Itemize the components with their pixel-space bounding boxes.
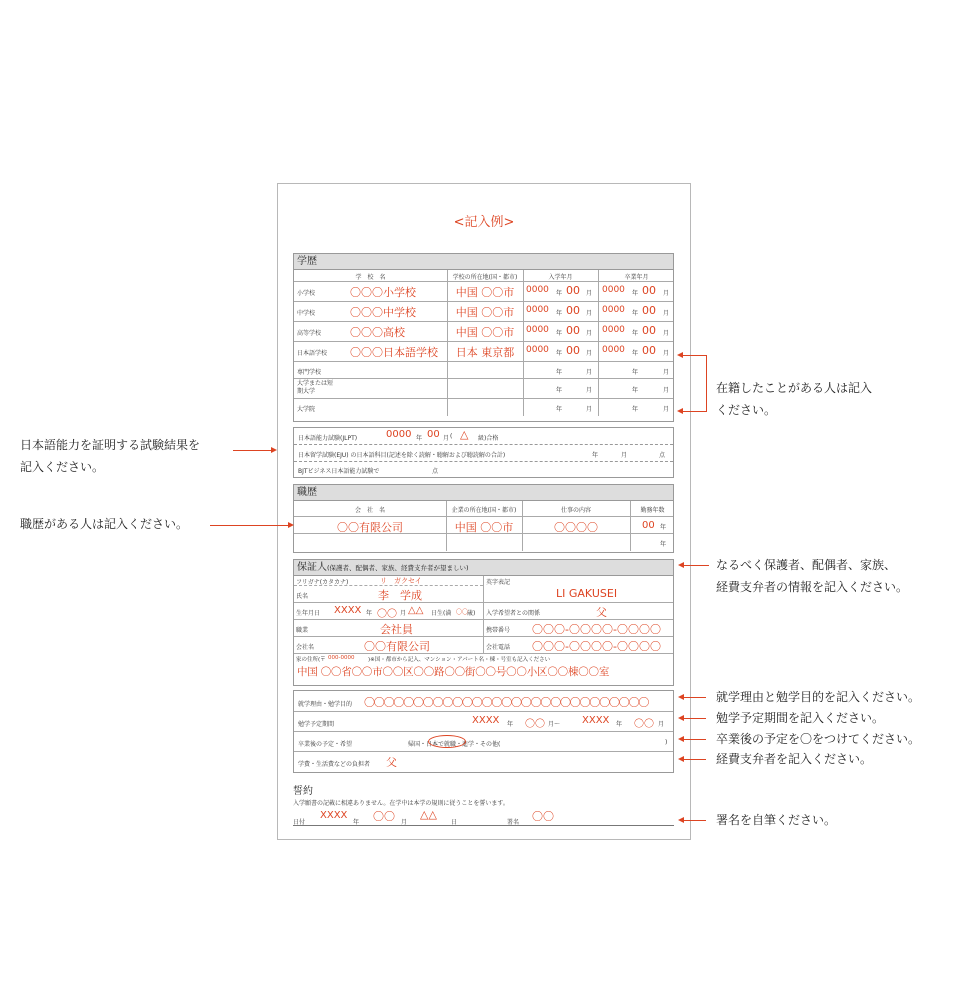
grad-nen: 年	[632, 330, 639, 337]
period-start-year: XXXX	[472, 715, 500, 726]
period-tsuki: 月	[658, 721, 665, 728]
period-row	[294, 712, 673, 732]
note-education-line2: ください。	[716, 403, 777, 417]
entry-year: 0000	[526, 305, 549, 315]
purpose-row	[294, 691, 673, 712]
entry-year: 0000	[526, 285, 549, 295]
eju-year: 年	[592, 452, 599, 459]
col-grad: 卒業年月	[624, 274, 649, 281]
language-test-section	[293, 427, 674, 478]
purpose-section	[293, 690, 674, 773]
school-name: 〇〇〇高校	[350, 326, 405, 339]
job-value: 会社員	[380, 623, 413, 636]
school-type: 高等学校	[297, 330, 322, 337]
jlpt-label: 日本語能力試験(JLPT)	[298, 435, 358, 442]
arrow-period	[684, 718, 706, 719]
date-nichi: 日	[451, 819, 458, 826]
period-nen-1: 年	[507, 721, 514, 728]
furigana-label: フリガナ(カタカナ)	[296, 579, 349, 586]
education-header: 学歴	[294, 254, 673, 270]
relation-label: 入学希望者との関係	[486, 610, 541, 617]
entry-nen: 年	[556, 350, 563, 357]
company-label: 会社名	[296, 644, 315, 651]
guarantor-note: (保護者、配偶者、家族、経費支弁者が望ましい)	[327, 564, 469, 572]
entry-tsuki: 月	[586, 406, 593, 413]
oath-text: 入学願書の記載に相違ありません。在学中は本学の規則に従うことを誓います。	[293, 800, 509, 807]
sign-value: 〇〇	[532, 810, 554, 823]
school-name: 〇〇〇日本語学校	[350, 346, 438, 359]
dob-day: △△	[408, 605, 424, 616]
arrow-guarantor	[684, 565, 709, 566]
grad-tsuki: 月	[663, 310, 670, 317]
date-month: 〇〇	[373, 810, 395, 823]
guarantor-title: 保証人	[297, 562, 327, 573]
grad-nen: 年	[632, 350, 639, 357]
guarantor-address-row	[294, 654, 673, 684]
mobile-label: 携帯番号	[486, 627, 511, 634]
period-nen-2: 年	[616, 721, 623, 728]
purpose-label: 就学理由・勉学目的	[298, 701, 353, 708]
school-name: 〇〇〇小学校	[350, 286, 416, 299]
note-signature: 署名を自筆ください。	[716, 813, 837, 827]
payer-label: 学費・生活費などの負担者	[298, 761, 371, 768]
furigana-value: リ ガクセイ	[380, 577, 422, 585]
entry-tsuki: 月	[586, 387, 593, 394]
school-location: 中国 〇〇市	[455, 306, 515, 319]
company-tel-label: 会社電話	[486, 644, 511, 651]
dob-year: XXXX	[334, 605, 362, 616]
after-options: 帰国・日本で就職・進学・その他(	[408, 741, 501, 748]
entry-tsuki: 月	[586, 330, 593, 337]
note-period: 勉学予定期間を記入ください。	[716, 711, 885, 725]
col-co-location: 企業の所在地(国・都市)	[451, 507, 517, 514]
education-col-headers	[294, 270, 673, 282]
bjt-row	[294, 462, 673, 477]
education-row	[294, 302, 673, 322]
education-row	[294, 282, 673, 302]
work-company: 〇〇有限公司	[337, 521, 403, 534]
grad-nen: 年	[632, 406, 639, 413]
arrow-purpose	[684, 697, 706, 698]
period-end-month: 〇〇	[634, 719, 654, 730]
col-years: 勤務年数	[640, 507, 665, 514]
bjt-pt: 点	[432, 468, 439, 475]
jlpt-paren: (	[450, 433, 453, 440]
note-language-test	[20, 434, 200, 478]
grad-tsuki: 月	[663, 387, 670, 394]
education-row	[294, 399, 673, 416]
application-form-sample	[277, 183, 691, 840]
entry-tsuki: 月	[586, 350, 593, 357]
jlpt-month: 00	[427, 429, 440, 440]
work-nen-2: 年	[660, 541, 667, 548]
note-work: 職歴がある人は記入ください。	[20, 517, 189, 531]
grad-nen: 年	[632, 369, 639, 376]
eju-label: 日本留学試験(EJU) の日本語科目(記述を除く読解・聴解および聴読解の合計)	[298, 452, 506, 459]
arrow-payer	[684, 759, 706, 760]
relation-value: 父	[596, 606, 607, 619]
dob-tsuki: 月	[400, 610, 407, 617]
eng-value: LI GAKUSEI	[556, 587, 618, 600]
jlpt-pass: 級)合格	[478, 435, 499, 442]
school-name: 〇〇〇中学校	[350, 306, 416, 319]
dob-sai: 歳)	[467, 610, 476, 617]
jlpt-year: 0000	[386, 429, 412, 440]
work-nen: 年	[660, 524, 667, 531]
period-from: 月〜	[548, 721, 561, 728]
col-location: 学校の所在地(国・都市)	[452, 274, 518, 281]
guarantor-section	[293, 559, 674, 686]
entry-nen: 年	[556, 290, 563, 297]
grad-month: 00	[642, 304, 656, 317]
note-guarantor-line2: 経費支弁者の情報を記入ください。	[716, 580, 909, 594]
note-education-line1: 在籍したことがある人は記入	[716, 381, 873, 395]
grad-nen: 年	[632, 290, 639, 297]
education-row	[294, 362, 673, 379]
company-value: 〇〇有限公司	[364, 640, 430, 653]
period-start-month: 〇〇	[525, 719, 545, 730]
date-tsuki: 月	[401, 819, 408, 826]
guarantor-header	[294, 560, 673, 576]
dob-label: 生年月日	[296, 610, 321, 617]
note-language-line2: 記入ください。	[20, 460, 105, 474]
guarantor-company-row	[294, 637, 673, 654]
entry-tsuki: 月	[586, 310, 593, 317]
col-company: 会 社 名	[354, 507, 385, 514]
company-tel-value: 〇〇〇-〇〇〇〇-〇〇〇〇	[532, 640, 661, 653]
education-row	[294, 342, 673, 362]
grad-year: 0000	[602, 285, 625, 295]
dob-suffix: 日生(満	[431, 610, 452, 617]
mobile-value: 〇〇〇-〇〇〇〇-〇〇〇〇	[532, 623, 661, 636]
col-school: 学 校 名	[355, 274, 386, 281]
arrow-work	[210, 525, 288, 526]
oath-title: 誓約	[293, 786, 313, 797]
jlpt-row	[294, 428, 673, 445]
arrow-signature	[684, 820, 706, 821]
grad-tsuki: 月	[663, 330, 670, 337]
col-entry: 入学年月	[548, 274, 573, 281]
jlpt-level: △	[460, 428, 469, 441]
grad-tsuki: 月	[663, 406, 670, 413]
grad-year: 0000	[602, 305, 625, 315]
address-zip: 000-0000	[328, 655, 355, 661]
entry-month: 00	[566, 344, 580, 357]
date-year: XXXX	[320, 810, 348, 821]
address-label: 家の住所(〒	[296, 657, 326, 663]
eju-row	[294, 445, 673, 462]
col-job: 仕事の内容	[560, 507, 591, 514]
entry-nen: 年	[556, 387, 563, 394]
grad-nen: 年	[632, 310, 639, 317]
date-nen: 年	[353, 819, 360, 826]
grad-tsuki: 月	[663, 290, 670, 297]
date-label: 日付	[293, 819, 306, 826]
grad-nen: 年	[632, 387, 639, 394]
school-location: 中国 〇〇市	[455, 326, 515, 339]
school-type: 大学または短期大学	[297, 380, 334, 395]
note-payer: 経費支弁者を記入ください。	[716, 752, 873, 766]
work-job: 〇〇〇〇	[554, 521, 598, 534]
note-language-line1: 日本語能力を証明する試験結果を	[20, 438, 201, 452]
entry-nen: 年	[556, 330, 563, 337]
address-note: )※国・都市から記入、マンション・アパート名・棟・号室も記入ください	[368, 657, 551, 663]
note-after: 卒業後の予定を〇をつけてください。	[716, 732, 921, 746]
entry-nen: 年	[556, 406, 563, 413]
note-guarantor-line1: なるべく保護者、配偶者、家族、	[716, 558, 897, 572]
after-close: )	[665, 739, 668, 746]
entry-year: 0000	[526, 345, 549, 355]
dob-age: 〇〇	[456, 609, 469, 616]
entry-month: 00	[566, 324, 580, 337]
note-guarantor	[716, 554, 908, 598]
grad-tsuki: 月	[663, 350, 670, 357]
work-location: 中国 〇〇市	[454, 521, 514, 534]
eng-label: 英字表記	[486, 579, 511, 586]
dob-month: 〇〇	[377, 609, 397, 620]
form-title: <記入例>	[453, 215, 515, 230]
grad-year: 0000	[602, 325, 625, 335]
dob-nen: 年	[366, 610, 373, 617]
guarantor-job-row	[294, 620, 673, 637]
date-day: △△	[420, 808, 437, 821]
education-section	[293, 253, 674, 422]
school-type: 専門学校	[297, 369, 322, 376]
grad-tsuki: 月	[663, 369, 670, 376]
work-section	[293, 484, 674, 553]
entry-tsuki: 月	[586, 369, 593, 376]
period-end-year: XXXX	[582, 715, 610, 726]
sign-label: 署名	[507, 819, 520, 826]
payer-value: 父	[386, 756, 397, 769]
note-education	[716, 377, 872, 421]
purpose-value: 〇〇〇〇〇〇〇〇〇〇〇〇〇〇〇〇〇〇〇〇〇〇〇〇〇〇〇〇〇	[364, 696, 649, 709]
education-row	[294, 322, 673, 342]
period-label: 勉学予定期間	[298, 721, 335, 728]
work-row-2	[294, 534, 673, 551]
bjt-label: BJTビジネス日本語能力試験で	[298, 468, 380, 475]
note-purpose: 就学理由と勉学目的を記入ください。	[716, 690, 921, 704]
grad-month: 00	[642, 344, 656, 357]
work-header: 職歴	[294, 485, 673, 501]
eju-month: 月	[621, 452, 628, 459]
selected-option-circle	[428, 735, 466, 748]
entry-tsuki: 月	[586, 290, 593, 297]
after-label: 卒業後の予定・希望	[298, 741, 353, 748]
eju-pt: 点	[659, 452, 666, 459]
name-label: 氏名	[296, 593, 309, 600]
education-row	[294, 379, 673, 399]
entry-month: 00	[566, 304, 580, 317]
address-value: 中国 〇〇省〇〇市〇〇区〇〇路〇〇街〇〇号〇〇小区〇〇棟〇〇室	[297, 666, 610, 678]
jlpt-tsuki: 月	[443, 435, 450, 442]
arrow-after	[684, 739, 706, 740]
entry-nen: 年	[556, 310, 563, 317]
grad-year: 0000	[602, 345, 625, 355]
payer-row	[294, 752, 673, 772]
work-years: 00	[642, 520, 655, 531]
school-location: 中国 〇〇市	[455, 286, 515, 299]
arrow-language-test	[233, 450, 271, 451]
work-col-headers	[294, 501, 673, 517]
school-location: 日本 東京都	[455, 346, 515, 359]
grad-month: 00	[642, 324, 656, 337]
school-type: 小学校	[297, 290, 316, 297]
school-type: 日本語学校	[297, 350, 328, 357]
guarantor-dob-row	[294, 603, 673, 620]
grad-month: 00	[642, 284, 656, 297]
school-type: 大学院	[297, 406, 316, 413]
after-graduation-row	[294, 732, 673, 752]
school-type: 中学校	[297, 310, 316, 317]
entry-month: 00	[566, 284, 580, 297]
name-value: 李 学成	[378, 589, 422, 602]
job-label: 職業	[296, 627, 309, 634]
jlpt-nen: 年	[416, 435, 423, 442]
entry-year: 0000	[526, 325, 549, 335]
entry-nen: 年	[556, 369, 563, 376]
work-row-1	[294, 517, 673, 534]
guarantor-name-row	[294, 576, 673, 603]
